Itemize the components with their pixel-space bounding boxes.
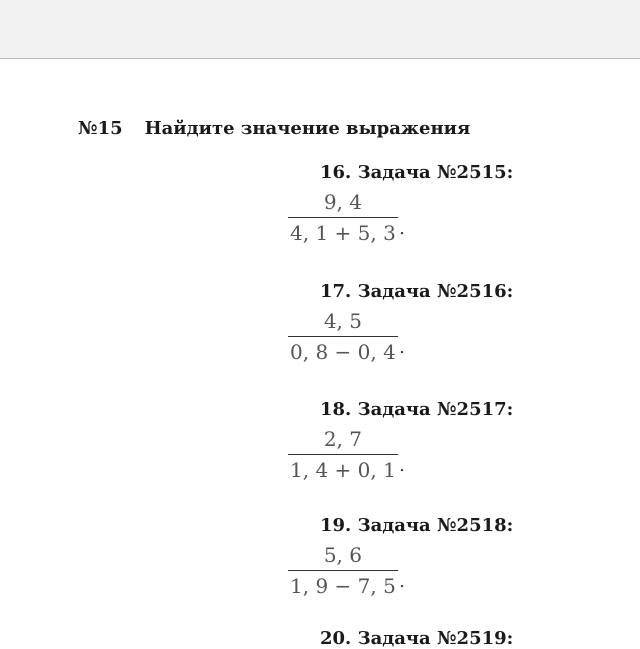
fraction-expression [288,427,405,482]
task-title: 19. Задача №2518: [320,515,514,536]
exercise-heading [78,118,470,139]
exercise-number: №15 [78,118,123,139]
fraction-numerator: 4, 5 [288,309,398,337]
task-title: 18. Задача №2517: [320,399,514,420]
period-mark: . [399,455,405,476]
task-19 [288,515,514,598]
task-title: 16. Задача №2515: [320,162,514,183]
window-top-bar [0,0,640,59]
fraction-expression [288,309,405,364]
fraction-denominator: 1, 4 + 0, 1 [290,458,396,482]
fraction-denominator: 0, 8 − 0, 4 [290,340,396,364]
exercise-instruction: Найдите значение выражения [144,118,471,139]
fraction-expression [288,543,405,598]
fraction-denominator: 1, 9 − 7, 5 [290,574,396,598]
fraction-expression [288,190,405,245]
task-17 [288,281,514,364]
period-mark: . [399,218,405,239]
fraction-numerator: 9, 4 [288,190,398,218]
fraction-numerator: 5, 6 [288,543,398,571]
period-mark: . [399,337,405,358]
task-16 [288,162,514,245]
fraction-denominator: 4, 1 + 5, 3 [290,221,396,245]
task-title: 17. Задача №2516: [320,281,514,302]
period-mark: . [399,571,405,592]
task-20-partial-title: 20. Задача №2519: [320,628,514,649]
fraction-numerator: 2, 7 [288,427,398,455]
task-18 [288,399,514,482]
